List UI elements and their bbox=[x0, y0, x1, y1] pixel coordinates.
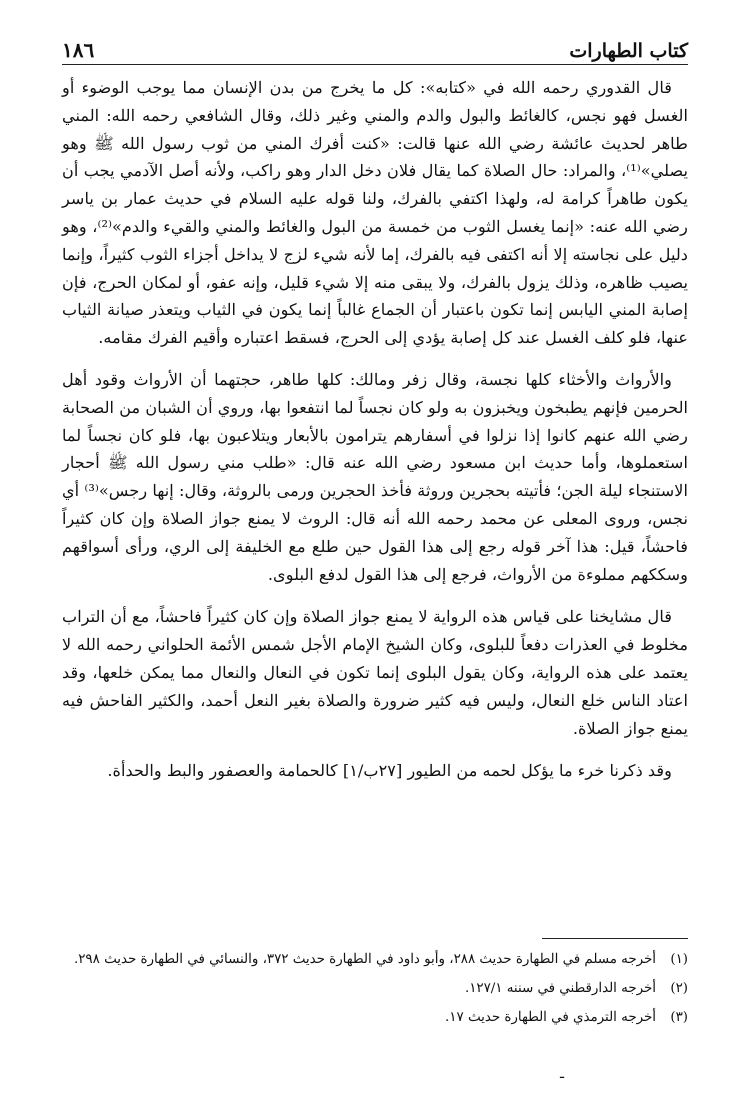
page-number: ١٨٦ bbox=[62, 38, 95, 62]
paragraph: والأرواث والأخثاء كلها نجسة، وقال زفر ومالك: كلها طاهر، حجتهما أن الأرواث وقود أهل الحرمين فإنهم يطبخون ويخبزون به ولو كان نجساً لما انتفعوا بها، وروي أن الشبان من الصحابة رضي الله عنهم كانوا إذا نزلوا في أسفارهم يترامون بالأبعار ويتلاعبون بها، فلو كان نجساً لما استعملوها، وأما حديث ابن مسعود رضي الله عنه قال: «طلب مني رسول الله ﷺ أحجار الاستنجاء ليلة الجن؛ فأتيته بحجرين وروثة فأخذ الحجرين ورمى بالروثة، وقال: إنها رجس»⁽³⁾ أي نجس، وروى المعلى عن محمد رحمه الله أنه قال: الروث لا يمنع جواز الصلاة وإن كان كثيراً فاحشاً، قيل: هذا آخر قوله رجع إلى هذا القول حين طلع مع الخليفة إلى الري، ورأى أسواقهم وسككهم مملوءة من الأرواث، فرجع إلى هذا القول لدفع البلوى. bbox=[62, 369, 688, 584]
footnote-number: (٢) bbox=[670, 981, 688, 996]
header-rule bbox=[62, 64, 688, 65]
main-text bbox=[62, 74, 688, 800]
footnote bbox=[62, 977, 688, 1001]
trailing-mark: ـ bbox=[560, 1066, 565, 1082]
page-header bbox=[62, 32, 688, 62]
paragraph: وقد ذكرنا خرء ما يؤكل لحمه من الطيور [٢٧ب/١] كالحمامة والعصفور والبط والحدأة. bbox=[107, 761, 672, 781]
paragraph: قال القدوري رحمه الله في «كتابه»: كل ما يخرج من بدن الإنسان مما يوجب الوضوء أو الغسل فهو نجس، كالغائط والبول والدم والمني وغير ذلك، وقال الشافعي رحمه الله: المني طاهر لحديث عائشة رضي الله عنها قالت: «كنت أفرك المني من ثوب رسول الله ﷺ وهو يصلي»⁽¹⁾، والمراد: حال الصلاة كما يقال فلان دخل الدار وهو راكب، ولأنه أصل الآدمي يجب أن يكون طاهراً كرامة له، ولهذا اكتفي بالفرك، ولنا قوله عليه السلام في حديث عمار بن ياسر رضي الله عنه: «إنما يغسل الثوب من خمسة من البول والغائط والمني والقيء والدم»⁽²⁾، وهو دليل على نجاسته إلا أنه اكتفى فيه بالفرك، إما لأنه شيء لزج لا يداخل أجزاء الثوب كثيراً، وإنما يصيب ظاهره، وذلك يزول بالفرك، ولا يبقى منه إلا شيء قليل، وإنه عفو، أو لمكان الحرج، فإن إصابة المني اليابس إنما تكون باعتبار أن الجماع غالباً إنما يكون في الثياب ويتعذر صيانة الثياب عنها، فلو كلف الغسل عند كل إصابة يؤدي إلى الحرج، فسقط اعتباره وأقيم الفرك مقامه. bbox=[62, 78, 688, 348]
footnote-number: (٣) bbox=[670, 1010, 688, 1025]
footnote-text: أخرجه الدارقطني في سننه ١٢٧/١. bbox=[464, 981, 656, 996]
footnote-number: (١) bbox=[670, 952, 688, 967]
footnotes bbox=[62, 948, 688, 1035]
paragraph: قال مشايخنا على قياس هذه الرواية لا يمنع جواز الصلاة وإن كان كثيراً فاحشاً، مع أن التراب مخلوط في العذرات دفعاً للبلوى، وكان الشيخ الإمام الأجل شمس الأئمة الحلواني رحمه الله لا يعتمد على هذه الرواية، وكان يقول البلوى إنما تكون في النعال والنعال مما يمكن خلعها، وقد اعتاد الناس خلع النعال، وليس فيه كثير ضرورة والصلاة بغير النعل أحمد، والكثير الفاحش فيه يمنع جواز الصلاة. bbox=[62, 607, 688, 738]
footnote-rule bbox=[542, 938, 688, 939]
footnote-text: أخرجه مسلم في الطهارة حديث ٢٨٨، وأبو داود في الطهارة حديث ٣٧٢، والنسائي في الطهارة حديث ٢٩٨. bbox=[73, 952, 656, 967]
footnote bbox=[62, 1006, 688, 1030]
book-title: كتاب الطهارات bbox=[569, 40, 688, 62]
footnote bbox=[62, 948, 688, 972]
footnote-text: أخرجه الترمذي في الطهارة حديث ١٧. bbox=[445, 1010, 656, 1025]
